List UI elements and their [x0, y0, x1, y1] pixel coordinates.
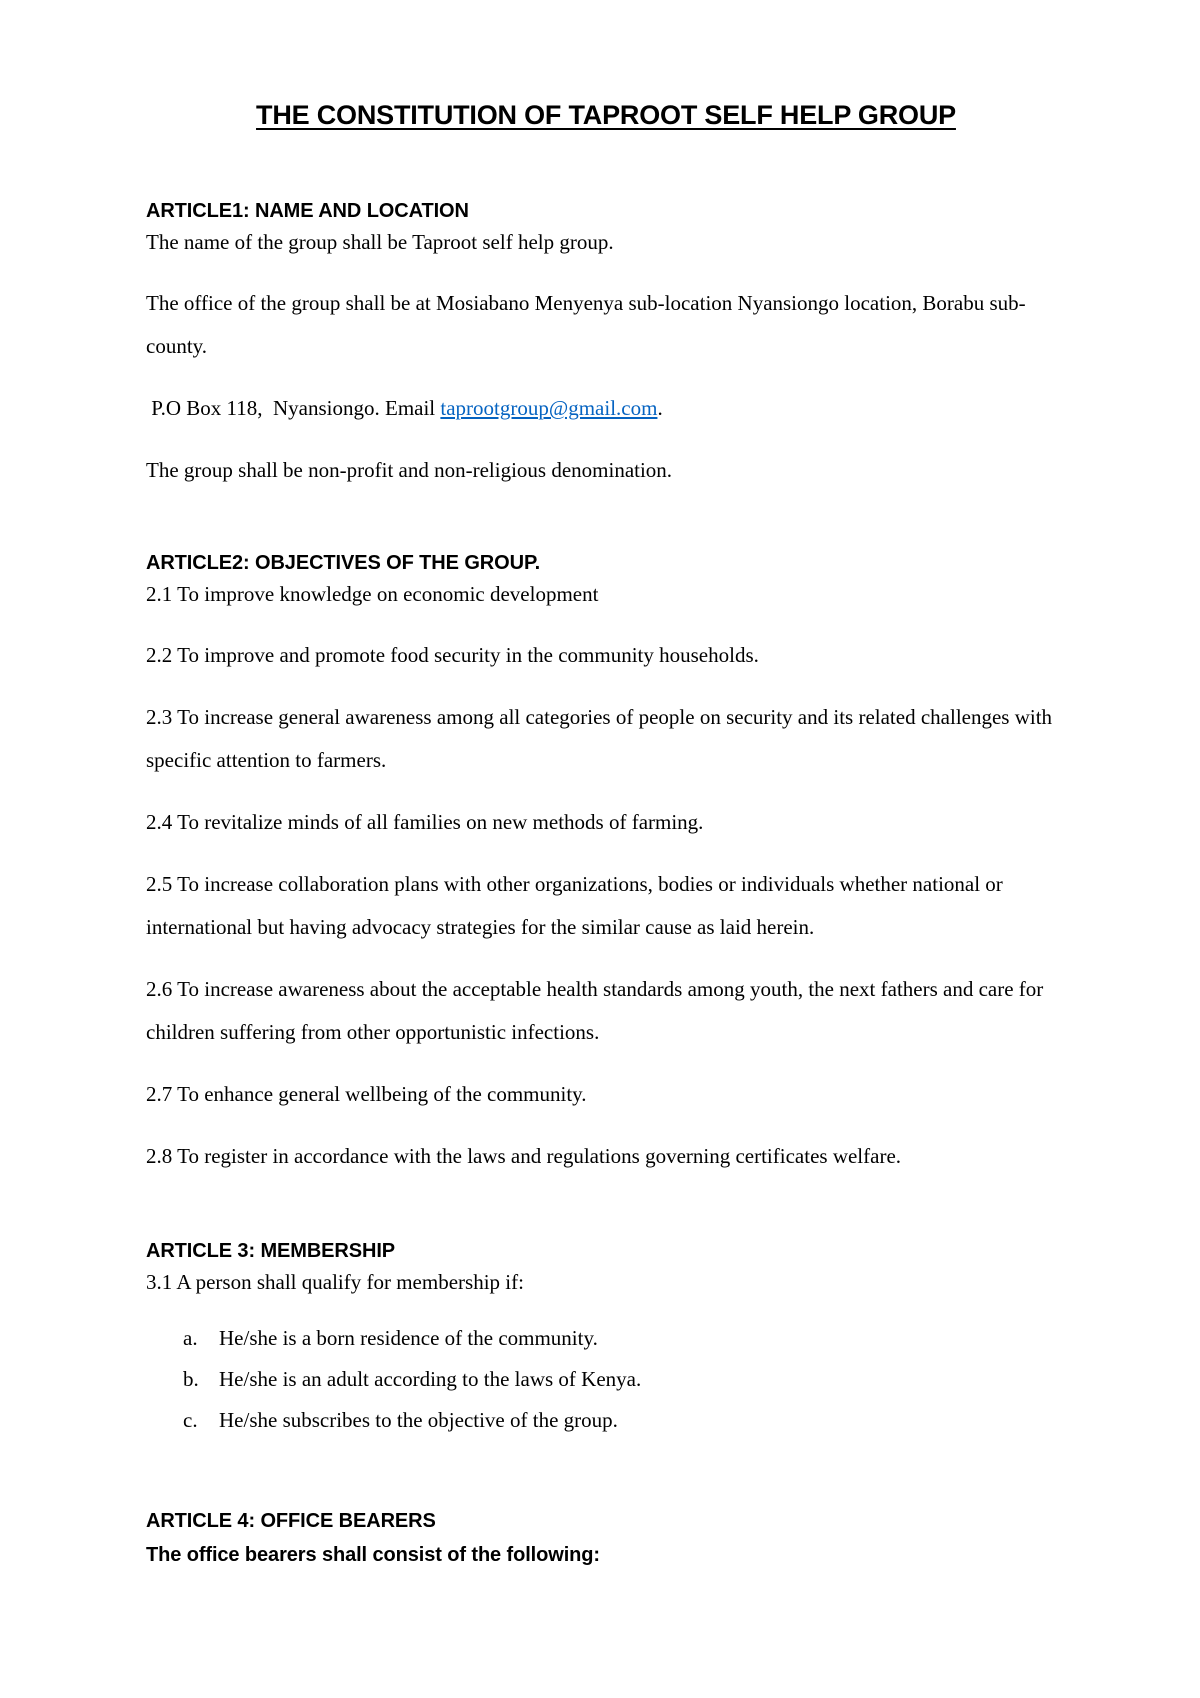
- article-1: [146, 196, 1066, 511]
- document-title: THE CONSTITUTION OF TAPROOT SELF HELP GROUP: [256, 100, 956, 130]
- objective-item: 2.2 To improve and promote food security in the community households.: [146, 643, 759, 667]
- article-1-heading: ARTICLE1: NAME AND LOCATION: [146, 200, 469, 222]
- article-4-heading: ARTICLE 4: OFFICE BEARERS: [146, 1510, 436, 1532]
- article-2-heading: ARTICLE2: OBJECTIVES OF THE GROUP.: [146, 552, 541, 574]
- article-3-heading: ARTICLE 3: MEMBERSHIP: [146, 1240, 396, 1262]
- membership-criteria-list: [146, 1318, 1066, 1441]
- article-2: [146, 548, 1066, 1178]
- contact-text: P.O Box 118, Nyansiongo. Email: [146, 396, 441, 420]
- article-3: [146, 1236, 1066, 1441]
- objective-item: 2.6 To increase awareness about the acceptable health standards among youth, the next fathers and care for children suffering from other opportunistic infections.: [146, 977, 1044, 1044]
- article-1-paragraph-nonprofit: The group shall be non-profit and non-religious denomination.: [146, 458, 673, 482]
- article-1-paragraph-name: The name of the group shall be Taproot self help group.: [146, 230, 614, 254]
- list-item: [146, 1318, 1066, 1359]
- list-marker: a.: [183, 1326, 198, 1350]
- article-4-subheading: The office bearers shall consist of the following:: [146, 1544, 600, 1566]
- contact-suffix: .: [657, 396, 663, 420]
- objective-item: 2.4 To revitalize minds of all families on new methods of farming.: [146, 810, 704, 834]
- objective-item: 2.1 To improve knowledge on economic development: [146, 582, 599, 606]
- article-1-paragraph-contact: [146, 387, 1066, 430]
- list-item-text: He/she is an adult according to the laws of Kenya.: [219, 1367, 642, 1391]
- list-marker: b.: [183, 1367, 199, 1391]
- article-1-paragraph-office: The office of the group shall be at Mosiabano Menyenya sub-location Nyansiongo location, Borabu sub-county.: [146, 291, 1026, 358]
- objective-item: 2.5 To increase collaboration plans with other organizations, bodies or individuals whether national or international but having advocacy strategies for the similar cause as laid herein.: [146, 872, 1003, 939]
- email-link[interactable]: taprootgroup@gmail.com: [440, 396, 658, 420]
- membership-intro: 3.1 A person shall qualify for membership if:: [146, 1270, 524, 1294]
- list-marker: c.: [183, 1408, 198, 1432]
- list-item: [146, 1400, 1066, 1441]
- objective-item: 2.7 To enhance general wellbeing of the community.: [146, 1082, 587, 1106]
- objective-item: 2.3 To increase general awareness among all categories of people on security and its related challenges with specific attention to farmers.: [146, 705, 1053, 772]
- objective-item: 2.8 To register in accordance with the laws and regulations governing certificates welfare.: [146, 1144, 902, 1168]
- document-page: [146, 100, 1066, 1566]
- article-4: [146, 1506, 1066, 1570]
- list-item-text: He/she is a born residence of the community.: [219, 1326, 598, 1350]
- list-item-text: He/she subscribes to the objective of the group.: [219, 1408, 618, 1432]
- list-item: [146, 1359, 1066, 1400]
